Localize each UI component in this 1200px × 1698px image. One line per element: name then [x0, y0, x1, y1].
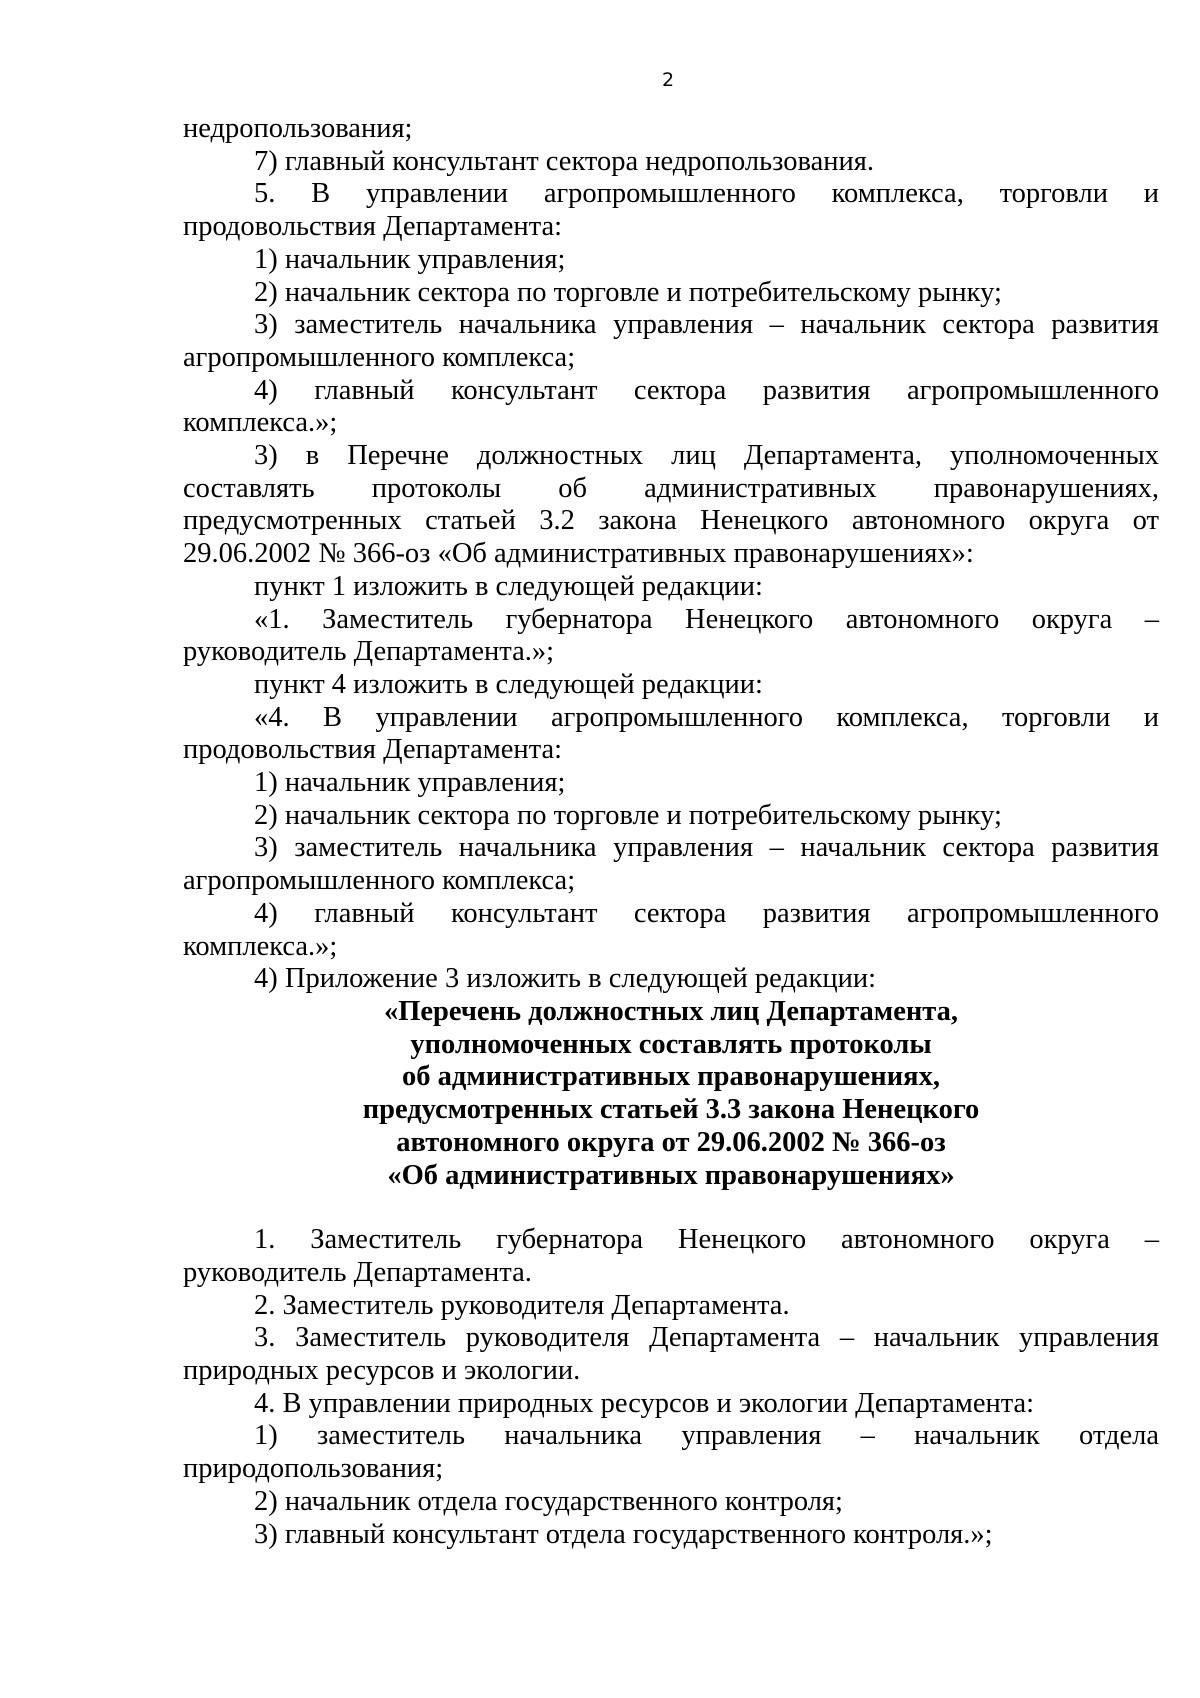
- paragraph: 1. Заместитель губернатора Ненецкого автономного округа – руководитель Департамента.: [183, 1224, 1159, 1288]
- paragraph: пункт 4 изложить в следующей редакции:: [254, 668, 763, 700]
- heading-line: «Перечень должностных лиц Департамента,: [383, 995, 959, 1027]
- paragraph: 3) заместитель начальника управления – начальник сектора развития агропромышленного комплекса;: [183, 832, 1159, 897]
- paragraph: 1) начальник управления;: [254, 767, 566, 799]
- paragraph: 4) Приложение 3 изложить в следующей редакции:: [254, 963, 877, 995]
- paragraph: «1. Заместитель губернатора Ненецкого автономного округа – руководитель Департамента.»;: [183, 603, 1159, 668]
- paragraphs-before-heading: [183, 113, 1159, 996]
- heading-line: уполномоченных составлять протоколы: [410, 1028, 932, 1060]
- heading-line: предусмотренных статьей 3.3 закона Ненецкого: [362, 1094, 980, 1126]
- paragraph: 2) начальник сектора по торговле и потребительскому рынку;: [254, 799, 1002, 831]
- paragraph: 2) начальник отдела государственного контроля;: [254, 1485, 843, 1517]
- paragraph: 2) начальник сектора по торговле и потребительскому рынку;: [254, 276, 1002, 308]
- paragraph: пункт 1 изложить в следующей редакции:: [254, 570, 763, 602]
- paragraph: «4. В управлении агропромышленного комплекса, торговли и продовольствия Департамента:: [183, 701, 1159, 766]
- heading-line: автономного округа от 29.06.2002 № 366-оз: [396, 1126, 946, 1158]
- appendix-heading: [183, 996, 1159, 1192]
- paragraph: 2. Заместитель руководителя Департамента.: [254, 1289, 790, 1321]
- paragraph: недропользования;: [183, 113, 413, 144]
- paragraphs-after-heading: [183, 1224, 1159, 1551]
- heading-line: об административных правонарушениях,: [402, 1061, 940, 1093]
- paragraph: 5. В управлении агропромышленного комплекса, торговли и продовольствия Департамента:: [183, 178, 1159, 243]
- paragraph: 7) главный консультант сектора недропользования.: [254, 145, 874, 177]
- paragraph: 3. Заместитель руководителя Департамента – начальник управления природных ресурсов и экологии.: [183, 1322, 1159, 1387]
- paragraph: 4) главный консультант сектора развития агропромышленного комплекса.»;: [183, 897, 1159, 962]
- paragraph: 1) начальник управления;: [254, 243, 566, 275]
- paragraph: 3) в Перечне должностных лиц Департамента, уполномоченных составлять протоколы об административных правонарушениях, предусмотренных статьей 3.2 закона Ненецкого автономного округа от 29.06.2002 № 366-оз «Об административных правонарушениях»:: [183, 440, 1159, 570]
- paragraph: 3) главный консультант отдела государственного контроля.»;: [254, 1518, 993, 1550]
- heading-line: «Об административных правонарушениях»: [387, 1159, 955, 1191]
- paragraph: 4. В управлении природных ресурсов и экологии Департамента:: [254, 1387, 1035, 1419]
- paragraph: 4) главный консультант сектора развития агропромышленного комплекса.»;: [183, 374, 1159, 439]
- page-number: 2: [661, 69, 675, 91]
- document-body: [183, 113, 1159, 1551]
- paragraph: 3) заместитель начальника управления – начальник сектора развития агропромышленного комплекса;: [183, 309, 1159, 373]
- heading-spacer: [183, 1192, 1159, 1224]
- paragraph: 1) заместитель начальника управления – начальник отдела природопользования;: [183, 1420, 1159, 1485]
